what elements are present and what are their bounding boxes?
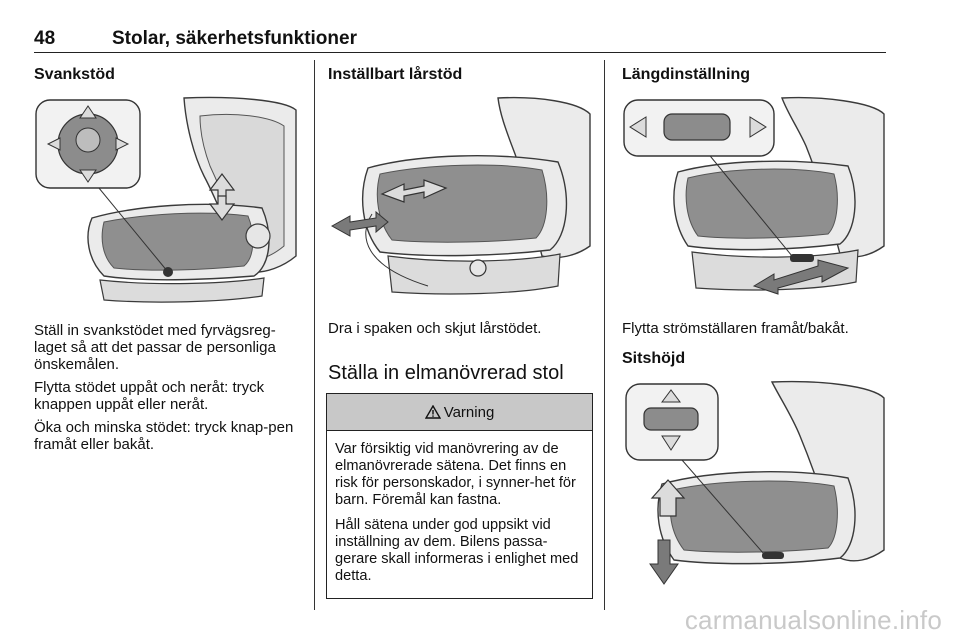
chapter-title: Stolar, säkerhetsfunktioner [112,28,357,49]
warning-body [327,431,592,585]
warning-title: Varning [443,403,495,421]
watermark: carmanualsonline.info [684,605,942,635]
section-heading-thigh-support: Inställbart lårstöd [328,66,463,83]
warning-triangle-icon [425,405,441,419]
page-header [34,26,886,53]
section-heading-seat-height: Sitshöjd [622,350,686,367]
warning-paragraph: Var försiktig vid manövrering av de elmanövrerade sätena. Det finns en risk för personskador, i synner-het för barn. Föremål kan fastna. [335,441,576,508]
lumbar-support-illustration [34,96,298,308]
paragraph: Dra i spaken och skjut lårstödet. [328,320,542,337]
section-heading-power-seat: Ställa in elmanövrerad stol [328,362,564,384]
section-heading-length-adjust: Längdinställning [622,66,750,83]
paragraph: Ställ in svankstödet med fyrvägsreg-laget så att det passar de personliga önskemålen. [34,322,276,373]
column-divider [604,60,605,610]
paragraph: Flytta strömställaren framåt/bakåt. [622,320,849,337]
seat-height-illustration [622,380,886,592]
page-number: 48 [34,28,56,49]
warning-box [326,393,593,599]
lumbar-text [34,322,302,453]
paragraph: Flytta stödet uppåt och neråt: tryck knappen uppåt eller neråt. [34,379,265,413]
paragraph: Öka och minska stödet: tryck knap-pen framåt eller bakåt. [34,419,294,453]
length-adjust-illustration [622,96,886,308]
column-divider [314,60,315,610]
warning-header [327,394,592,431]
section-heading-lumbar: Svankstöd [34,66,115,83]
thigh-support-illustration [328,96,592,308]
warning-paragraph: Håll sätena under god uppsikt vid inställning av dem. Bilens passa-gerare skall informeras i enlighet med detta. [335,517,579,584]
